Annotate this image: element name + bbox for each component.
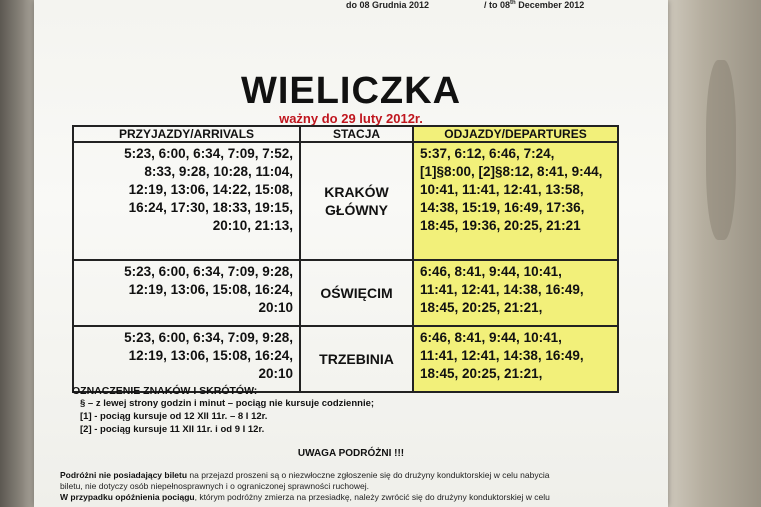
departures-header: ODJAZDY/DEPARTURES [413,126,618,142]
departures-cell: 5:37, 6:12, 6:46, 7:24, [1]§8:00, [2]§8:12, 8:41, 9:44, 10:41, 11:41, 12:41, 13:58, 14:38, 15:19, 16:49, 17:36, 18:45, 19:36, 20:25, 21:21 [413,142,618,260]
timetable-poster [34,0,668,507]
table-row [73,326,618,392]
station-cell: OŚWIĘCIM [300,260,413,326]
passenger-warning: UWAGA PODRÓŻNI !!! [297,448,405,459]
table-row [73,260,618,326]
passenger-notice: Podróżni nie posiadający biletu na przejazd proszeni są o niezwłoczne zgłoszenie się do drużyny konduktorskiej w celu nabycia biletu, nie dotyczy osób niepełnosprawnych i o ograniczonej sprawności ruchowej. W przypadku opóźnienia pociągu, którym podróżny zmierza na przesiadkę, należy zwrócić się do drużyny konduktorskiej w celu [60,470,550,502]
station-cell: KRAKÓW GŁÓWNY [300,142,413,260]
station-header: STACJA [300,126,413,142]
arrivals-cell: 5:23, 6:00, 6:34, 7:09, 9:28, 12:19, 13:06, 15:08, 16:24, 20:10 [73,260,300,326]
table-row [73,142,618,260]
arrivals-cell: 5:23, 6:00, 6:34, 7:09, 7:52, 8:33, 9:28, 10:28, 11:04, 12:19, 13:06, 14:22, 15:08, 16:24, 17:30, 18:33, 19:15, 20:10, 21:13, [73,142,300,260]
legend [72,385,632,436]
validity-header [34,0,668,12]
station-cell: TRZEBINIA [300,326,413,392]
validity-note: ważny do 29 luty 2012r. [279,111,423,126]
legend-line: § – z lewej strony godzin i minut – pociąg nie kursuje codziennie; [80,398,375,409]
legend-title: OZNACZENIE ZNAKÓW I SKRÓTÓW: [72,385,258,397]
arrivals-header: PRZYJAZDY/ARRIVALS [73,126,300,142]
arrivals-cell: 5:23, 6:00, 6:34, 7:09, 9:28, 12:19, 13:06, 15:08, 16:24, 20:10 [73,326,300,392]
wall-right [666,0,761,507]
legend-line: [1] - pociąg kursuje od 12 XII 11r. – 8 I 12r. [80,411,268,422]
timetable-header-row [73,126,618,142]
legend-line: [2] - pociąg kursuje 11 XII 11r. i od 9 I 12r. [80,424,265,435]
station-title: WIELICZKA [240,70,462,112]
valid-until-en: / to 08th December 2012 [484,0,585,10]
departures-cell: 6:46, 8:41, 9:44, 10:41, 11:41, 12:41, 14:38, 16:49, 18:45, 20:25, 21:21, [413,260,618,326]
valid-until-pl: do 08 Grudnia 2012 [346,0,430,10]
departures-cell: 6:46, 8:41, 9:44, 10:41, 11:41, 12:41, 14:38, 16:49, 18:45, 20:25, 21:21, [413,326,618,392]
timetable [72,125,619,393]
